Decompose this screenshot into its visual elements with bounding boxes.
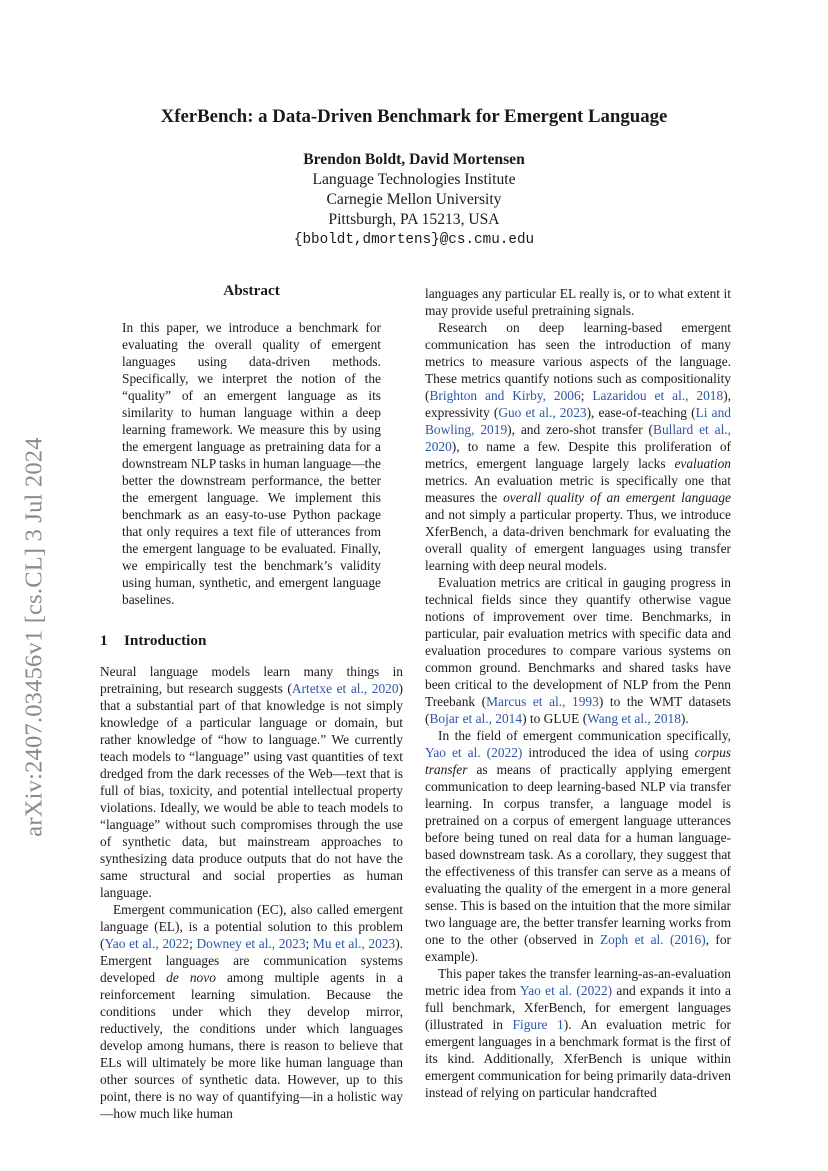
paragraph: Research on deep learning-based emergent communication has seen the introduction of many metrics to measure various aspects of the language. These metrics quantify notions such as compositionality (Brighton and Kirby, 2006; Lazaridou et al., 2018), expressivity (Guo et al., 2023), ease-of-teaching (Li and Bowling, 2019), and zero-shot transfer (Bullard et al., 2020), to name a few. Despite this proliferation of metrics, emergent language largely lacks evaluation metrics. An evaluation metric is specifically one that measures the overall quality of an emergent language and not simply a particular property. Thus, we introduce XferBench, a data-driven benchmark for evaluating the overall quality of emergent languages using transfer learning with deep neural models. (425, 320, 731, 573)
citation-link[interactable]: Marcus et al., 1993 (486, 694, 599, 709)
section-title: Introduction (124, 632, 207, 649)
paragraph: In the field of emergent communication specifically, Yao et al. (2022) introduced the idea of using corpus transfer as means of practically applying emergent communication to deep learning-based NLP via transfer learning. In corpus transfer, a language model is pretrained on a corpus of emergent language utterances before being tuned on real data for a human language-based downstream task. As a corollary, they suggest that the effectiveness of this transfer can serve as a means of evaluating the quality of the emergent in a more general sense. This is based on the intuition that the more similar two language are, the better transfer learning works from one to the other (observed in Zoph et al. (2016), for example). (425, 728, 732, 964)
affiliation-line: Pittsburgh, PA 15213, USA (328, 211, 500, 228)
right-column (425, 285, 731, 1101)
citation-link[interactable]: Lazaridou et al., 2018 (592, 388, 724, 403)
citation-link[interactable]: Guo et al., 2023 (498, 405, 587, 420)
figure-reference-link[interactable]: Figure 1 (512, 1017, 564, 1032)
affiliation-line: Carnegie Mellon University (326, 191, 502, 208)
citation-link[interactable]: Artetxe et al., 2020 (291, 681, 399, 696)
paragraph: languages any particular EL really is, or to what extent it may provide useful pretraining signals. (425, 286, 731, 318)
affiliation-line: Language Technologies Institute (312, 171, 516, 188)
citation-link[interactable]: Mu et al., 2023 (312, 936, 396, 951)
section-heading (100, 632, 403, 650)
paragraph: Evaluation metrics are critical in gauging progress in technical fields since they quantify otherwise vague notions of improvement over time. Benchmarks, in particular, pair evaluation metrics with specific data and evaluation procedures to compare various systems on common ground. Benchmarks and shared tasks have been critical to the development of NLP from the Penn Treebank (Marcus et al., 1993) to the WMT datasets (Bojar et al., 2014) to GLUE (Wang et al., 2018). (425, 575, 731, 726)
abstract-text: In this paper, we introduce a benchmark for evaluating the overall quality of emergent languages using data-driven methods. Specifically, we interpret the notion of the “quality” of an emergent language as its similarity to human language within a deep learning framework. We measure this by using the emergent language as pretraining data for a downstream NLP tasks in human language—the better the downstream performance, the better the emergent language. We implement this benchmark as an easy-to-use Python package that only requires a text file of utterances from the emergent language to be evaluated. Finally, we empirically test the benchmark’s validity using human, synthetic, and emergent language baselines. (122, 320, 381, 607)
paragraph: This paper takes the transfer learning-as-an-evaluation metric idea from Yao et al. (2022) and expands it into a full benchmark, XferBench, for emergent languages (illustrated in Figure 1). An evaluation metric for emergent languages in a benchmark format is the first of its kind. Additionally, XferBench is unique within emergent communication for being primarily data-driven instead of relying on particular handcrafted (425, 966, 731, 1100)
citation-link[interactable]: Li and Bowling, 2019 (425, 405, 731, 437)
citation-link[interactable]: Bojar et al., 2014 (429, 711, 523, 726)
arxiv-identifier: arXiv:2407.03456v1 [cs.CL] 3 Jul 2024 (21, 437, 48, 837)
citation-link[interactable]: Brighton and Kirby, 2006 (429, 388, 581, 403)
left-column (100, 663, 403, 1122)
paper-title: XferBench: a Data-Driven Benchmark for Emergent Language (160, 106, 668, 127)
author-block (0, 150, 828, 250)
abstract-heading: Abstract (223, 282, 280, 299)
citation-link[interactable]: Yao et al. (2022) (425, 745, 523, 760)
citation-link[interactable]: Zoph et al. (2016) (599, 932, 706, 947)
section-number: 1 (100, 632, 108, 649)
author-names: Brendon Boldt, David Mortensen (303, 151, 525, 168)
paragraph: Neural language models learn many things in pretraining, but research suggests (Artetxe et al., 2020) that a substantial part of that knowledge is not simply knowledge of a particular language or domain, but rather knowledge of “how to language.” We currently teach models to “language” using vast quantities of text dredged from the dark recesses of the Web—text that is full of bias, toxicity, and potential intellectual property violations. Ideally, we would be able to teach models to “language” without such compromises through the use of synthetic data, but mainstream approaches to synthesizing data produce outputs that do not have the same structural and social properties as human language. (100, 664, 403, 900)
citation-link[interactable]: Bullard et al., 2020 (425, 422, 731, 454)
citation-link[interactable]: Wang et al., 2018 (587, 711, 681, 726)
citation-link[interactable]: Yao et al., 2022 (104, 936, 190, 951)
paragraph: Emergent communication (EC), also called emergent language (EL), is a potential solution to this problem (Yao et al., 2022; Downey et al., 2023; Mu et al., 2023). Emergent languages are communication systems developed de novo among multiple agents in a reinforcement learning simulation. Because the conditions under which they develop mirror, reductively, the conditions under which languages develop among humans, there is reason to believe that ELs will ultimately be more like human language than other sources of synthetic data. However, up to this point, there is no way of quantifying—in a holistic way—how much like human (100, 902, 404, 1121)
citation-link[interactable]: Downey et al., 2023 (196, 936, 306, 951)
citation-link[interactable]: Yao et al. (2022) (519, 983, 613, 998)
author-email: {bboldt,dmortens}@cs.cmu.edu (293, 232, 535, 248)
